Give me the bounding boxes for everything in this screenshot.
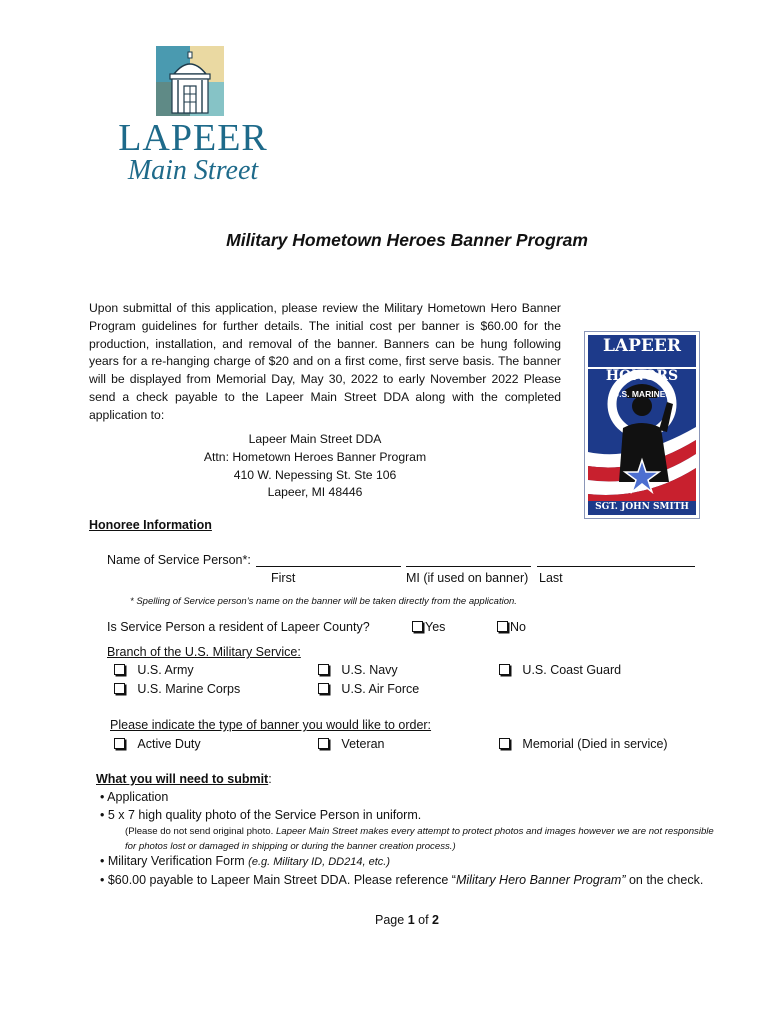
memorial-label: Memorial (Died in service) (522, 737, 668, 751)
honoree-heading: Honoree Information (89, 518, 212, 532)
checkbox-icon (114, 664, 125, 675)
logo-subtitle: Main Street (127, 155, 259, 186)
mi-label: MI (if used on banner) (406, 571, 529, 585)
submit-heading-text: What you will need to submit (96, 772, 269, 786)
name-label: Name of Service Person*: (107, 553, 251, 567)
branch-heading: Branch of the U.S. Military Service: (107, 645, 301, 659)
checkbox-icon (318, 738, 329, 749)
active-duty-label: Active Duty (137, 737, 201, 751)
yes-label: Yes (425, 620, 446, 634)
spelling-note: * Spelling of Service person’s name on the banner will be taken directly from the application. (130, 596, 517, 607)
air-force-checkbox[interactable] (318, 682, 419, 696)
verification-text: • Military Verification Form (100, 854, 249, 868)
address-line-3: 410 W. Nepessing St. Ste 106 (233, 467, 397, 482)
coast-guard-label: U.S. Coast Guard (522, 663, 622, 677)
coast-guard-checkbox[interactable] (499, 663, 621, 677)
army-label: U.S. Army (137, 663, 194, 677)
page-current: 1 (407, 913, 415, 927)
banner-arc-text: U.S. MARINES (612, 389, 672, 399)
submit-heading (96, 772, 272, 786)
submit-item-application: • Application (100, 790, 169, 804)
checkbox-icon (318, 683, 329, 694)
active-duty-checkbox[interactable] (114, 737, 201, 751)
photo-note-b: Lapeer Main Street makes every attempt to protect photos and images however we are not responsible for photos lost or damaged in shipping or during the banner creation process.) (125, 826, 714, 852)
submit-item-verification (100, 854, 390, 868)
page-number (0, 913, 770, 927)
submit-heading-colon: : (268, 772, 272, 786)
marines-checkbox[interactable] (114, 682, 240, 696)
payment-text-a: • $60.00 payable to Lapeer Main Street DDA. Please reference “ (100, 873, 456, 887)
photo-note-a: (Please do not send original photo. (125, 826, 276, 837)
logo-wordmark: LAPEER (118, 117, 268, 159)
checkbox-icon (114, 683, 125, 694)
no-label: No (510, 620, 526, 634)
navy-label: U.S. Navy (341, 663, 398, 677)
mailing-address (140, 431, 490, 502)
checkbox-icon (318, 664, 329, 675)
veteran-label: Veteran (341, 737, 385, 751)
checkbox-icon (412, 621, 423, 632)
photo-note (125, 824, 725, 854)
air-force-label: U.S. Air Force (341, 682, 420, 696)
banner-type-heading: Please indicate the type of banner you would like to order: (110, 718, 432, 732)
submit-item-payment (100, 873, 703, 887)
banner-name: SGT. JOHN SMITH (595, 502, 689, 512)
veteran-checkbox[interactable] (318, 737, 385, 751)
page-total: 2 (432, 913, 439, 927)
banner-line-lapeer: LAPEER (603, 336, 681, 356)
payment-text-c: on the check. (625, 873, 704, 887)
address-line-2: Attn: Hometown Heroes Banner Program (203, 449, 427, 464)
resident-question: Is Service Person a resident of Lapeer County? (107, 620, 370, 634)
address-line-1: Lapeer Main Street DDA (248, 432, 382, 446)
army-checkbox[interactable] (114, 663, 194, 677)
resident-no-checkbox[interactable] (497, 620, 526, 634)
verification-examples: (e.g. Military ID, DD214, etc.) (248, 856, 390, 868)
lapeer-main-street-logo (108, 44, 278, 184)
page-of: of (414, 913, 433, 927)
resident-yes-checkbox[interactable] (412, 620, 445, 634)
last-label: Last (539, 571, 563, 585)
last-name-field[interactable] (537, 554, 695, 572)
checkbox-icon (499, 664, 510, 675)
banner-line-honors: HONORS (605, 368, 679, 384)
checkbox-icon (497, 621, 508, 632)
first-label: First (271, 571, 296, 585)
checkbox-icon (499, 738, 510, 749)
document-title: Military Hometown Heroes Banner Program (226, 230, 588, 250)
memorial-checkbox[interactable] (499, 737, 668, 751)
navy-checkbox[interactable] (318, 663, 398, 677)
payment-program-name: Military Hero Banner Program” (455, 873, 626, 887)
courthouse-icon (108, 44, 278, 120)
page-label: Page (375, 913, 408, 927)
checkbox-icon (114, 738, 125, 749)
submit-item-photo: • 5 x 7 high quality photo of the Service Person in uniform. (100, 808, 422, 822)
first-name-field[interactable] (256, 554, 401, 572)
intro-paragraph: Upon submittal of this application, please review the Military Hometown Hero Banner Program guidelines for further details. The initial cost per banner is $60.00 for the production, installation, and removal of the banner. Banners can be hung following years for a re-hanging charge of $20 and on a first come, first serve basis. The banner will be displayed from Memorial Day, May 30, 2022 to early November 2022 Please send a check payable to the Lapeer Main Street DDA along with the completed application to: (89, 301, 561, 422)
middle-initial-field[interactable] (406, 554, 531, 572)
address-line-4: Lapeer, MI 48446 (267, 485, 363, 500)
sample-banner-image (584, 331, 700, 519)
marines-label: U.S. Marine Corps (137, 682, 241, 696)
banner-illustration (585, 332, 699, 518)
